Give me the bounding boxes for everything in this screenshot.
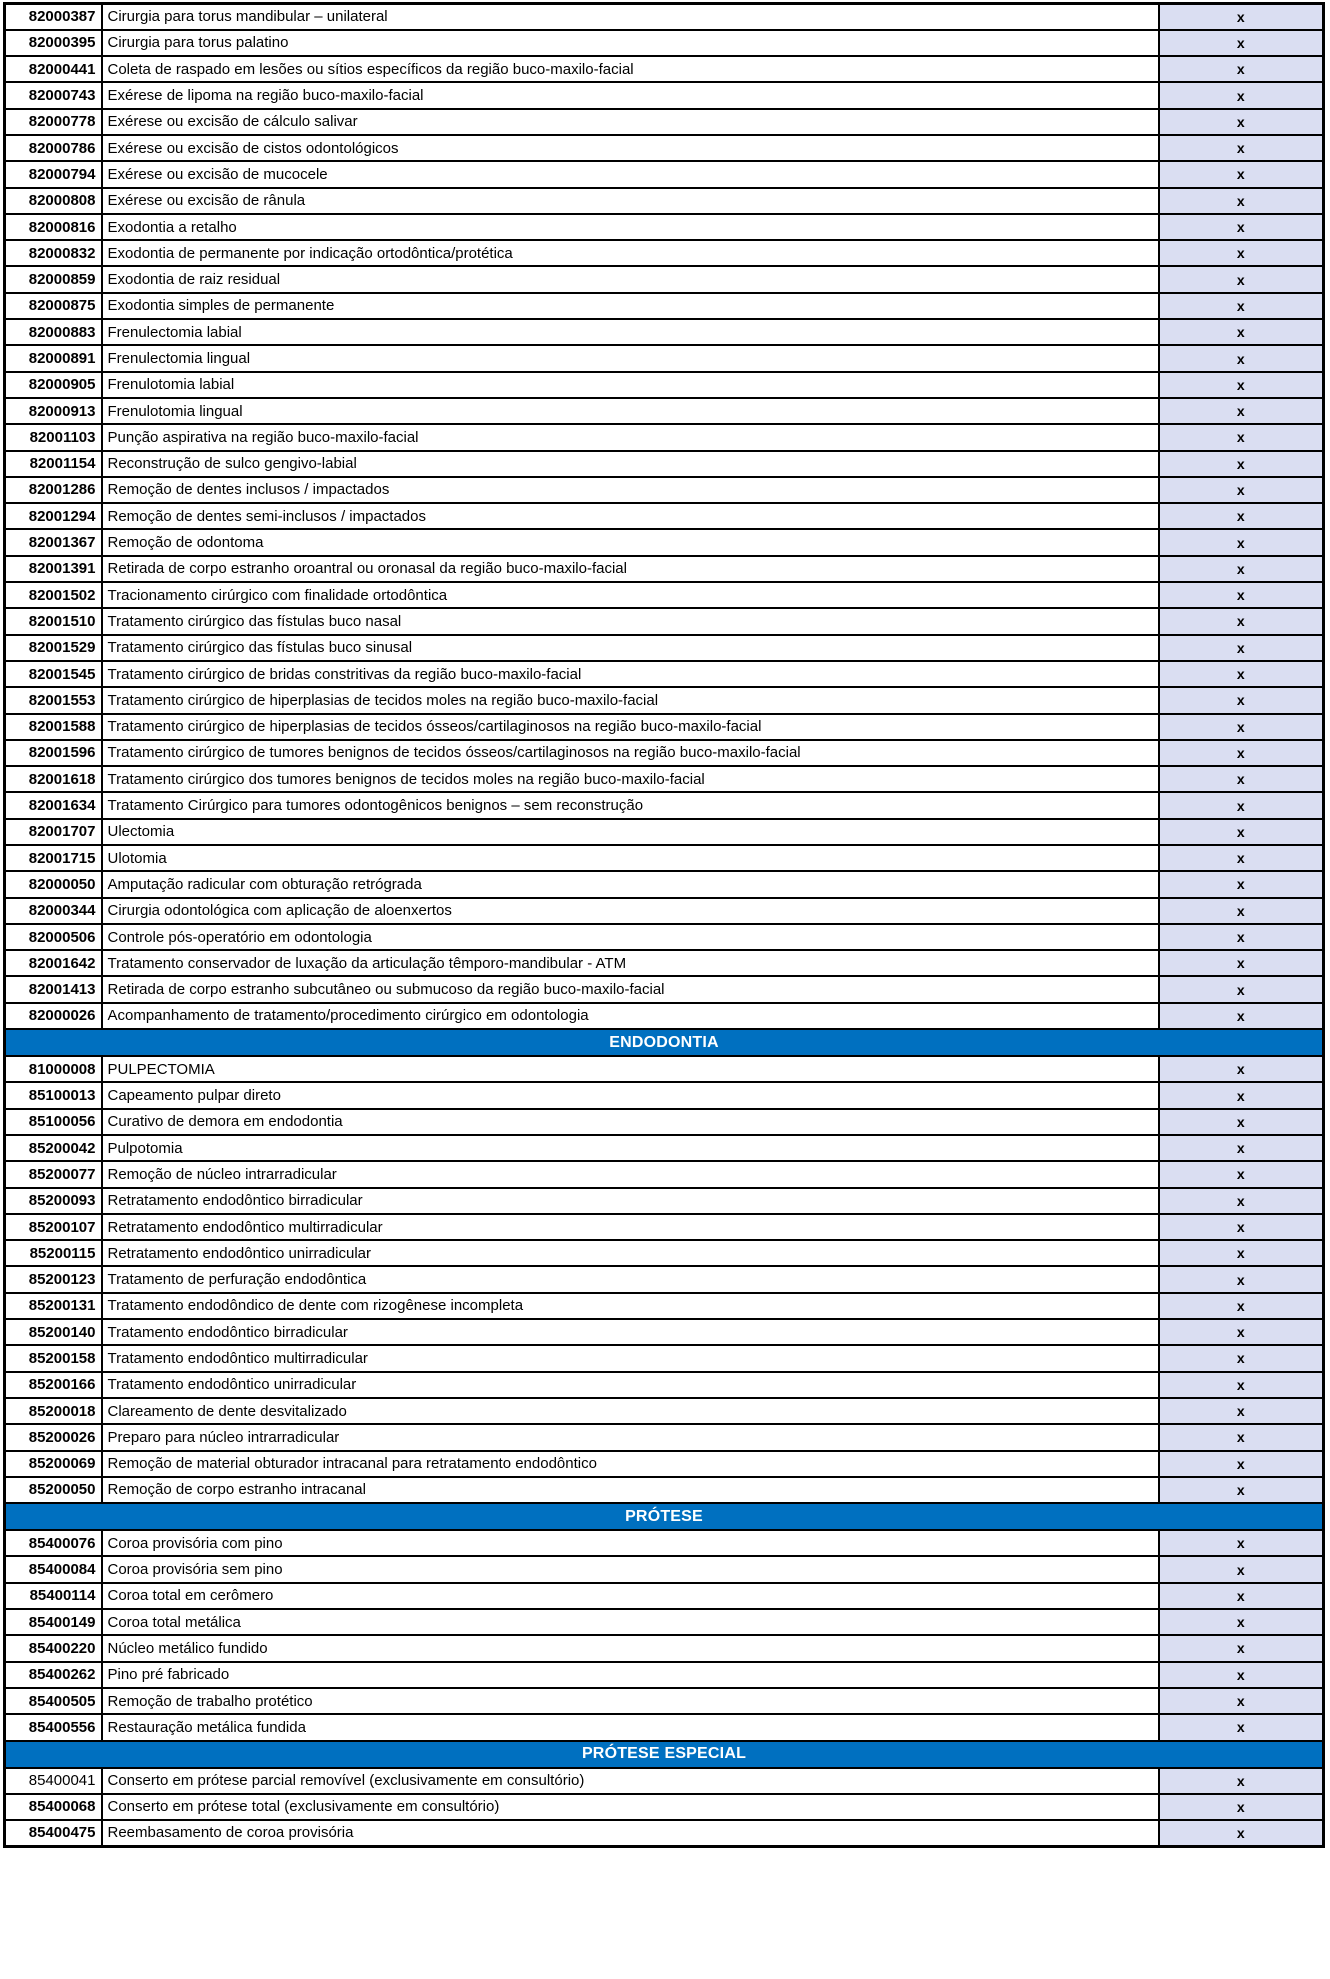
procedure-code-cell: 85200158	[5, 1345, 102, 1371]
procedure-code-cell: 82000891	[5, 345, 102, 371]
procedure-description-cell: Retratamento endodôntico multirradicular	[102, 1214, 1159, 1240]
procedure-code-cell: 82001588	[5, 714, 102, 740]
procedure-description-cell: Capeamento pulpar direto	[102, 1082, 1159, 1108]
coverage-x-cell: x	[1159, 161, 1324, 187]
coverage-x-cell: x	[1159, 556, 1324, 582]
coverage-x-cell: x	[1159, 424, 1324, 450]
procedure-code-cell: 82000441	[5, 56, 102, 82]
procedure-code-cell: 85200123	[5, 1266, 102, 1292]
procedure-code-cell: 82000875	[5, 293, 102, 319]
table-row	[5, 1662, 1324, 1688]
procedure-description-cell: PULPECTOMIA	[102, 1056, 1159, 1082]
procedure-description-cell: Ulectomia	[102, 819, 1159, 845]
coverage-x-cell: x	[1159, 766, 1324, 792]
procedure-code-cell: 82000808	[5, 188, 102, 214]
procedure-code-cell: 85200050	[5, 1477, 102, 1503]
coverage-x-cell: x	[1159, 266, 1324, 292]
coverage-x-cell: x	[1159, 82, 1324, 108]
procedure-code-cell: 82000905	[5, 372, 102, 398]
procedure-description-cell: Cirurgia para torus palatino	[102, 30, 1159, 56]
table-row	[5, 661, 1324, 687]
procedure-description-cell: Pino pré fabricado	[102, 1662, 1159, 1688]
procedure-code-cell: 82000913	[5, 398, 102, 424]
procedure-code-cell: 82000794	[5, 161, 102, 187]
procedure-description-cell: Coroa total metálica	[102, 1609, 1159, 1635]
procedure-code-cell: 82001529	[5, 635, 102, 661]
procedure-code-cell: 85400475	[5, 1820, 102, 1846]
table-row	[5, 1161, 1324, 1187]
table-row	[5, 766, 1324, 792]
procedure-description-cell: Remoção de corpo estranho intracanal	[102, 1477, 1159, 1503]
coverage-x-cell: x	[1159, 1135, 1324, 1161]
procedure-code-cell: 82001502	[5, 582, 102, 608]
coverage-x-cell: x	[1159, 845, 1324, 871]
procedure-description-cell: Frenulectomia labial	[102, 319, 1159, 345]
procedure-code-cell: 85400076	[5, 1530, 102, 1556]
procedure-code-cell: 82000883	[5, 319, 102, 345]
coverage-x-cell: x	[1159, 1688, 1324, 1714]
table-row	[5, 503, 1324, 529]
table-row	[5, 1266, 1324, 1292]
table-row	[5, 161, 1324, 187]
procedure-code-cell: 82000786	[5, 135, 102, 161]
procedure-description-cell: Conserto em prótese parcial removível (exclusivamente em consultório)	[102, 1768, 1159, 1794]
procedure-code-cell: 82001707	[5, 819, 102, 845]
procedure-code-cell: 82001634	[5, 792, 102, 818]
table-row	[5, 1188, 1324, 1214]
procedure-description-cell: Coleta de raspado em lesões ou sítios específicos da região buco-maxilo-facial	[102, 56, 1159, 82]
procedure-description-cell: Reconstrução de sulco gengivo-labial	[102, 451, 1159, 477]
procedure-code-cell: 85400084	[5, 1556, 102, 1582]
procedure-code-cell: 81000008	[5, 1056, 102, 1082]
procedure-description-cell: Curativo de demora em endodontia	[102, 1109, 1159, 1135]
table-row	[5, 687, 1324, 713]
procedure-code-cell: 82001545	[5, 661, 102, 687]
table-row	[5, 109, 1324, 135]
procedure-description-cell: Exodontia de permanente por indicação ortodôntica/protética	[102, 240, 1159, 266]
section-header-label: PRÓTESE	[5, 1503, 1324, 1530]
procedure-description-cell: Remoção de trabalho protético	[102, 1688, 1159, 1714]
procedure-description-cell: Tratamento endodôndico de dente com rizogênese incompleta	[102, 1293, 1159, 1319]
procedure-code-cell: 82000026	[5, 1003, 102, 1029]
procedure-code-cell: 85200115	[5, 1240, 102, 1266]
table-row	[5, 819, 1324, 845]
procedure-code-cell: 82000832	[5, 240, 102, 266]
procedure-description-cell: Controle pós-operatório em odontologia	[102, 924, 1159, 950]
procedure-description-cell: Frenulectomia lingual	[102, 345, 1159, 371]
table-row	[5, 1583, 1324, 1609]
procedure-description-cell: Retratamento endodôntico unirradicular	[102, 1240, 1159, 1266]
table-row	[5, 1398, 1324, 1424]
table-row	[5, 1556, 1324, 1582]
table-row	[5, 950, 1324, 976]
coverage-x-cell: x	[1159, 1583, 1324, 1609]
procedure-code-cell: 82001618	[5, 766, 102, 792]
table-row	[5, 345, 1324, 371]
procedure-description-cell: Tratamento cirúrgico dos tumores benignos de tecidos moles na região buco-maxilo-facial	[102, 766, 1159, 792]
procedure-description-cell: Coroa provisória com pino	[102, 1530, 1159, 1556]
coverage-x-cell: x	[1159, 924, 1324, 950]
procedure-code-cell: 82000506	[5, 924, 102, 950]
section-header-row	[5, 1741, 1324, 1768]
coverage-x-cell: x	[1159, 898, 1324, 924]
table-row	[5, 1688, 1324, 1714]
coverage-x-cell: x	[1159, 1714, 1324, 1740]
coverage-x-cell: x	[1159, 1372, 1324, 1398]
procedure-code-cell: 85400041	[5, 1768, 102, 1794]
procedure-description-cell: Frenulotomia lingual	[102, 398, 1159, 424]
procedure-description-cell: Coroa provisória sem pino	[102, 1556, 1159, 1582]
coverage-x-cell: x	[1159, 1319, 1324, 1345]
table-row	[5, 898, 1324, 924]
procedure-description-cell: Punção aspirativa na região buco-maxilo-facial	[102, 424, 1159, 450]
coverage-x-cell: x	[1159, 451, 1324, 477]
table-row	[5, 477, 1324, 503]
table-row	[5, 1135, 1324, 1161]
coverage-x-cell: x	[1159, 608, 1324, 634]
procedure-description-cell: Coroa total em cerômero	[102, 1583, 1159, 1609]
coverage-x-cell: x	[1159, 1451, 1324, 1477]
procedure-description-cell: Exodontia de raiz residual	[102, 266, 1159, 292]
procedure-description-cell: Tracionamento cirúrgico com finalidade ortodôntica	[102, 582, 1159, 608]
coverage-x-cell: x	[1159, 56, 1324, 82]
coverage-x-cell: x	[1159, 1424, 1324, 1450]
procedure-description-cell: Pulpotomia	[102, 1135, 1159, 1161]
coverage-x-cell: x	[1159, 582, 1324, 608]
procedure-code-cell: 85200093	[5, 1188, 102, 1214]
table-row	[5, 1003, 1324, 1029]
coverage-x-cell: x	[1159, 950, 1324, 976]
table-row	[5, 214, 1324, 240]
procedure-description-cell: Núcleo metálico fundido	[102, 1635, 1159, 1661]
table-row	[5, 792, 1324, 818]
table-row	[5, 1293, 1324, 1319]
table-row	[5, 1082, 1324, 1108]
procedure-description-cell: Clareamento de dente desvitalizado	[102, 1398, 1159, 1424]
coverage-x-cell: x	[1159, 503, 1324, 529]
procedure-code-cell: 82001596	[5, 740, 102, 766]
procedure-code-cell: 85100056	[5, 1109, 102, 1135]
coverage-x-cell: x	[1159, 477, 1324, 503]
table-row	[5, 1240, 1324, 1266]
table-row	[5, 1451, 1324, 1477]
procedure-code-cell: 82001553	[5, 687, 102, 713]
table-row	[5, 4, 1324, 30]
coverage-x-cell: x	[1159, 1082, 1324, 1108]
table-row	[5, 319, 1324, 345]
table-row	[5, 1635, 1324, 1661]
procedure-code-cell: 85400220	[5, 1635, 102, 1661]
coverage-x-cell: x	[1159, 1188, 1324, 1214]
procedure-description-cell: Conserto em prótese total (exclusivamente em consultório)	[102, 1794, 1159, 1820]
procedure-description-cell: Tratamento cirúrgico de hiperplasias de tecidos moles na região buco-maxilo-facial	[102, 687, 1159, 713]
procedure-description-cell: Tratamento endodôntico birradicular	[102, 1319, 1159, 1345]
table-row	[5, 1214, 1324, 1240]
procedure-description-cell: Frenulotomia labial	[102, 372, 1159, 398]
table-row	[5, 240, 1324, 266]
coverage-x-cell: x	[1159, 792, 1324, 818]
table-row	[5, 135, 1324, 161]
procedure-description-cell: Exérese ou excisão de mucocele	[102, 161, 1159, 187]
procedure-code-cell: 82001367	[5, 529, 102, 555]
procedure-code-cell: 82000387	[5, 4, 102, 30]
procedure-description-cell: Remoção de dentes inclusos / impactados	[102, 477, 1159, 503]
table-row	[5, 1424, 1324, 1450]
procedure-code-cell: 85400556	[5, 1714, 102, 1740]
coverage-x-cell: x	[1159, 819, 1324, 845]
procedure-description-cell: Retirada de corpo estranho subcutâneo ou submucoso da região buco-maxilo-facial	[102, 976, 1159, 1002]
procedure-description-cell: Tratamento endodôntico multirradicular	[102, 1345, 1159, 1371]
table-row	[5, 266, 1324, 292]
table-row	[5, 1794, 1324, 1820]
coverage-x-cell: x	[1159, 4, 1324, 30]
procedure-code-cell: 85200026	[5, 1424, 102, 1450]
section-header-label: ENDODONTIA	[5, 1029, 1324, 1056]
procedure-description-cell: Remoção de material obturador intracanal para retratamento endodôntico	[102, 1451, 1159, 1477]
coverage-x-cell: x	[1159, 1003, 1324, 1029]
procedure-code-cell: 85200131	[5, 1293, 102, 1319]
table-row	[5, 871, 1324, 897]
table-row	[5, 529, 1324, 555]
coverage-x-cell: x	[1159, 1056, 1324, 1082]
coverage-x-cell: x	[1159, 714, 1324, 740]
procedure-description-cell: Tratamento cirúrgico de hiperplasias de tecidos ósseos/cartilaginosos na região buco-maxilo-facial	[102, 714, 1159, 740]
table-row	[5, 56, 1324, 82]
procedure-description-cell: Cirurgia odontológica com aplicação de aloenxertos	[102, 898, 1159, 924]
table-row	[5, 556, 1324, 582]
procedure-code-cell: 82001286	[5, 477, 102, 503]
table-row	[5, 451, 1324, 477]
procedure-code-cell: 82001154	[5, 451, 102, 477]
table-row	[5, 608, 1324, 634]
table-row	[5, 1372, 1324, 1398]
table-row	[5, 714, 1324, 740]
coverage-x-cell: x	[1159, 1293, 1324, 1319]
table-row	[5, 1714, 1324, 1740]
procedure-code-cell: 82001413	[5, 976, 102, 1002]
procedure-code-cell: 85400262	[5, 1662, 102, 1688]
table-row	[5, 1609, 1324, 1635]
procedure-description-cell: Retratamento endodôntico birradicular	[102, 1188, 1159, 1214]
procedure-code-cell: 82001510	[5, 608, 102, 634]
procedure-description-cell: Tratamento cirúrgico de bridas constritivas da região buco-maxilo-facial	[102, 661, 1159, 687]
coverage-x-cell: x	[1159, 1161, 1324, 1187]
procedure-description-cell: Exérese ou excisão de cálculo salivar	[102, 109, 1159, 135]
table-row	[5, 424, 1324, 450]
coverage-x-cell: x	[1159, 976, 1324, 1002]
table-row	[5, 740, 1324, 766]
table-row	[5, 30, 1324, 56]
table-row	[5, 582, 1324, 608]
table-row	[5, 1109, 1324, 1135]
procedure-code-cell: 82000859	[5, 266, 102, 292]
procedure-description-cell: Tratamento cirúrgico das fístulas buco nasal	[102, 608, 1159, 634]
procedure-code-cell: 82000395	[5, 30, 102, 56]
coverage-x-cell: x	[1159, 1556, 1324, 1582]
procedure-code-cell: 82001391	[5, 556, 102, 582]
coverage-x-cell: x	[1159, 214, 1324, 240]
coverage-x-cell: x	[1159, 1820, 1324, 1846]
coverage-x-cell: x	[1159, 1477, 1324, 1503]
coverage-x-cell: x	[1159, 687, 1324, 713]
procedure-description-cell: Restauração metálica fundida	[102, 1714, 1159, 1740]
table-row	[5, 1345, 1324, 1371]
procedure-code-cell: 85200140	[5, 1319, 102, 1345]
procedure-code-cell: 82000344	[5, 898, 102, 924]
table-row	[5, 1477, 1324, 1503]
coverage-x-cell: x	[1159, 1345, 1324, 1371]
procedure-description-cell: Preparo para núcleo intrarradicular	[102, 1424, 1159, 1450]
coverage-x-cell: x	[1159, 1530, 1324, 1556]
section-header-row	[5, 1029, 1324, 1056]
table-row	[5, 188, 1324, 214]
procedure-description-cell: Remoção de odontoma	[102, 529, 1159, 555]
table-row	[5, 1319, 1324, 1345]
coverage-x-cell: x	[1159, 30, 1324, 56]
procedure-description-cell: Remoção de dentes semi-inclusos / impactados	[102, 503, 1159, 529]
coverage-x-cell: x	[1159, 345, 1324, 371]
table-row	[5, 976, 1324, 1002]
coverage-x-cell: x	[1159, 109, 1324, 135]
procedure-description-cell: Exodontia a retalho	[102, 214, 1159, 240]
procedure-description-cell: Exérese ou excisão de cistos odontológicos	[102, 135, 1159, 161]
procedure-code-cell: 85200018	[5, 1398, 102, 1424]
coverage-x-cell: x	[1159, 1768, 1324, 1794]
table-row	[5, 845, 1324, 871]
procedure-code-cell: 82000050	[5, 871, 102, 897]
section-header-label: PRÓTESE ESPECIAL	[5, 1741, 1324, 1768]
procedures-table	[3, 2, 1325, 1848]
procedure-code-cell: 85400068	[5, 1794, 102, 1820]
table-row	[5, 398, 1324, 424]
coverage-x-cell: x	[1159, 871, 1324, 897]
table-row	[5, 635, 1324, 661]
procedure-code-cell: 85400114	[5, 1583, 102, 1609]
procedure-code-cell: 82001103	[5, 424, 102, 450]
procedure-description-cell: Tratamento Cirúrgico para tumores odontogênicos benignos – sem reconstrução	[102, 792, 1159, 818]
procedure-code-cell: 82001715	[5, 845, 102, 871]
procedure-code-cell: 82001642	[5, 950, 102, 976]
procedure-description-cell: Retirada de corpo estranho oroantral ou oronasal da região buco-maxilo-facial	[102, 556, 1159, 582]
table-row	[5, 1530, 1324, 1556]
procedure-description-cell: Tratamento de perfuração endodôntica	[102, 1266, 1159, 1292]
table-row	[5, 1056, 1324, 1082]
coverage-x-cell: x	[1159, 188, 1324, 214]
coverage-x-cell: x	[1159, 1266, 1324, 1292]
table-row	[5, 293, 1324, 319]
procedure-code-cell: 82000778	[5, 109, 102, 135]
coverage-x-cell: x	[1159, 635, 1324, 661]
procedure-code-cell: 82001294	[5, 503, 102, 529]
procedure-description-cell: Exérese ou excisão de rânula	[102, 188, 1159, 214]
procedure-code-cell: 85200077	[5, 1161, 102, 1187]
coverage-x-cell: x	[1159, 529, 1324, 555]
coverage-x-cell: x	[1159, 740, 1324, 766]
table-row	[5, 1820, 1324, 1846]
procedure-code-cell: 85200166	[5, 1372, 102, 1398]
table-row	[5, 924, 1324, 950]
coverage-x-cell: x	[1159, 1240, 1324, 1266]
procedure-code-cell: 85200107	[5, 1214, 102, 1240]
coverage-x-cell: x	[1159, 240, 1324, 266]
procedure-description-cell: Exérese de lipoma na região buco-maxilo-facial	[102, 82, 1159, 108]
procedure-code-cell: 85400149	[5, 1609, 102, 1635]
procedure-code-cell: 85100013	[5, 1082, 102, 1108]
coverage-x-cell: x	[1159, 661, 1324, 687]
procedure-code-cell: 82000743	[5, 82, 102, 108]
procedure-description-cell: Tratamento conservador de luxação da articulação têmporo-mandibular - ATM	[102, 950, 1159, 976]
procedure-description-cell: Reembasamento de coroa provisória	[102, 1820, 1159, 1846]
coverage-x-cell: x	[1159, 319, 1324, 345]
coverage-x-cell: x	[1159, 1662, 1324, 1688]
procedure-description-cell: Tratamento endodôntico unirradicular	[102, 1372, 1159, 1398]
coverage-x-cell: x	[1159, 372, 1324, 398]
coverage-x-cell: x	[1159, 135, 1324, 161]
procedure-description-cell: Remoção de núcleo intrarradicular	[102, 1161, 1159, 1187]
procedure-code-cell: 85400505	[5, 1688, 102, 1714]
section-header-row	[5, 1503, 1324, 1530]
procedure-description-cell: Tratamento cirúrgico de tumores benignos de tecidos ósseos/cartilaginosos na região buco-maxilo-facial	[102, 740, 1159, 766]
coverage-x-cell: x	[1159, 1609, 1324, 1635]
coverage-x-cell: x	[1159, 293, 1324, 319]
table-row	[5, 372, 1324, 398]
procedure-description-cell: Ulotomia	[102, 845, 1159, 871]
coverage-x-cell: x	[1159, 1109, 1324, 1135]
procedure-code-cell: 85200069	[5, 1451, 102, 1477]
coverage-x-cell: x	[1159, 1214, 1324, 1240]
coverage-x-cell: x	[1159, 1794, 1324, 1820]
procedure-code-cell: 85200042	[5, 1135, 102, 1161]
procedures-table-body	[5, 4, 1324, 1847]
coverage-x-cell: x	[1159, 398, 1324, 424]
procedure-code-cell: 82000816	[5, 214, 102, 240]
coverage-x-cell: x	[1159, 1398, 1324, 1424]
procedure-description-cell: Exodontia simples de permanente	[102, 293, 1159, 319]
procedure-description-cell: Amputação radicular com obturação retrógrada	[102, 871, 1159, 897]
procedure-description-cell: Cirurgia para torus mandibular – unilateral	[102, 4, 1159, 30]
procedure-description-cell: Acompanhamento de tratamento/procedimento cirúrgico em odontologia	[102, 1003, 1159, 1029]
coverage-x-cell: x	[1159, 1635, 1324, 1661]
procedure-description-cell: Tratamento cirúrgico das fístulas buco sinusal	[102, 635, 1159, 661]
table-row	[5, 82, 1324, 108]
table-row	[5, 1768, 1324, 1794]
